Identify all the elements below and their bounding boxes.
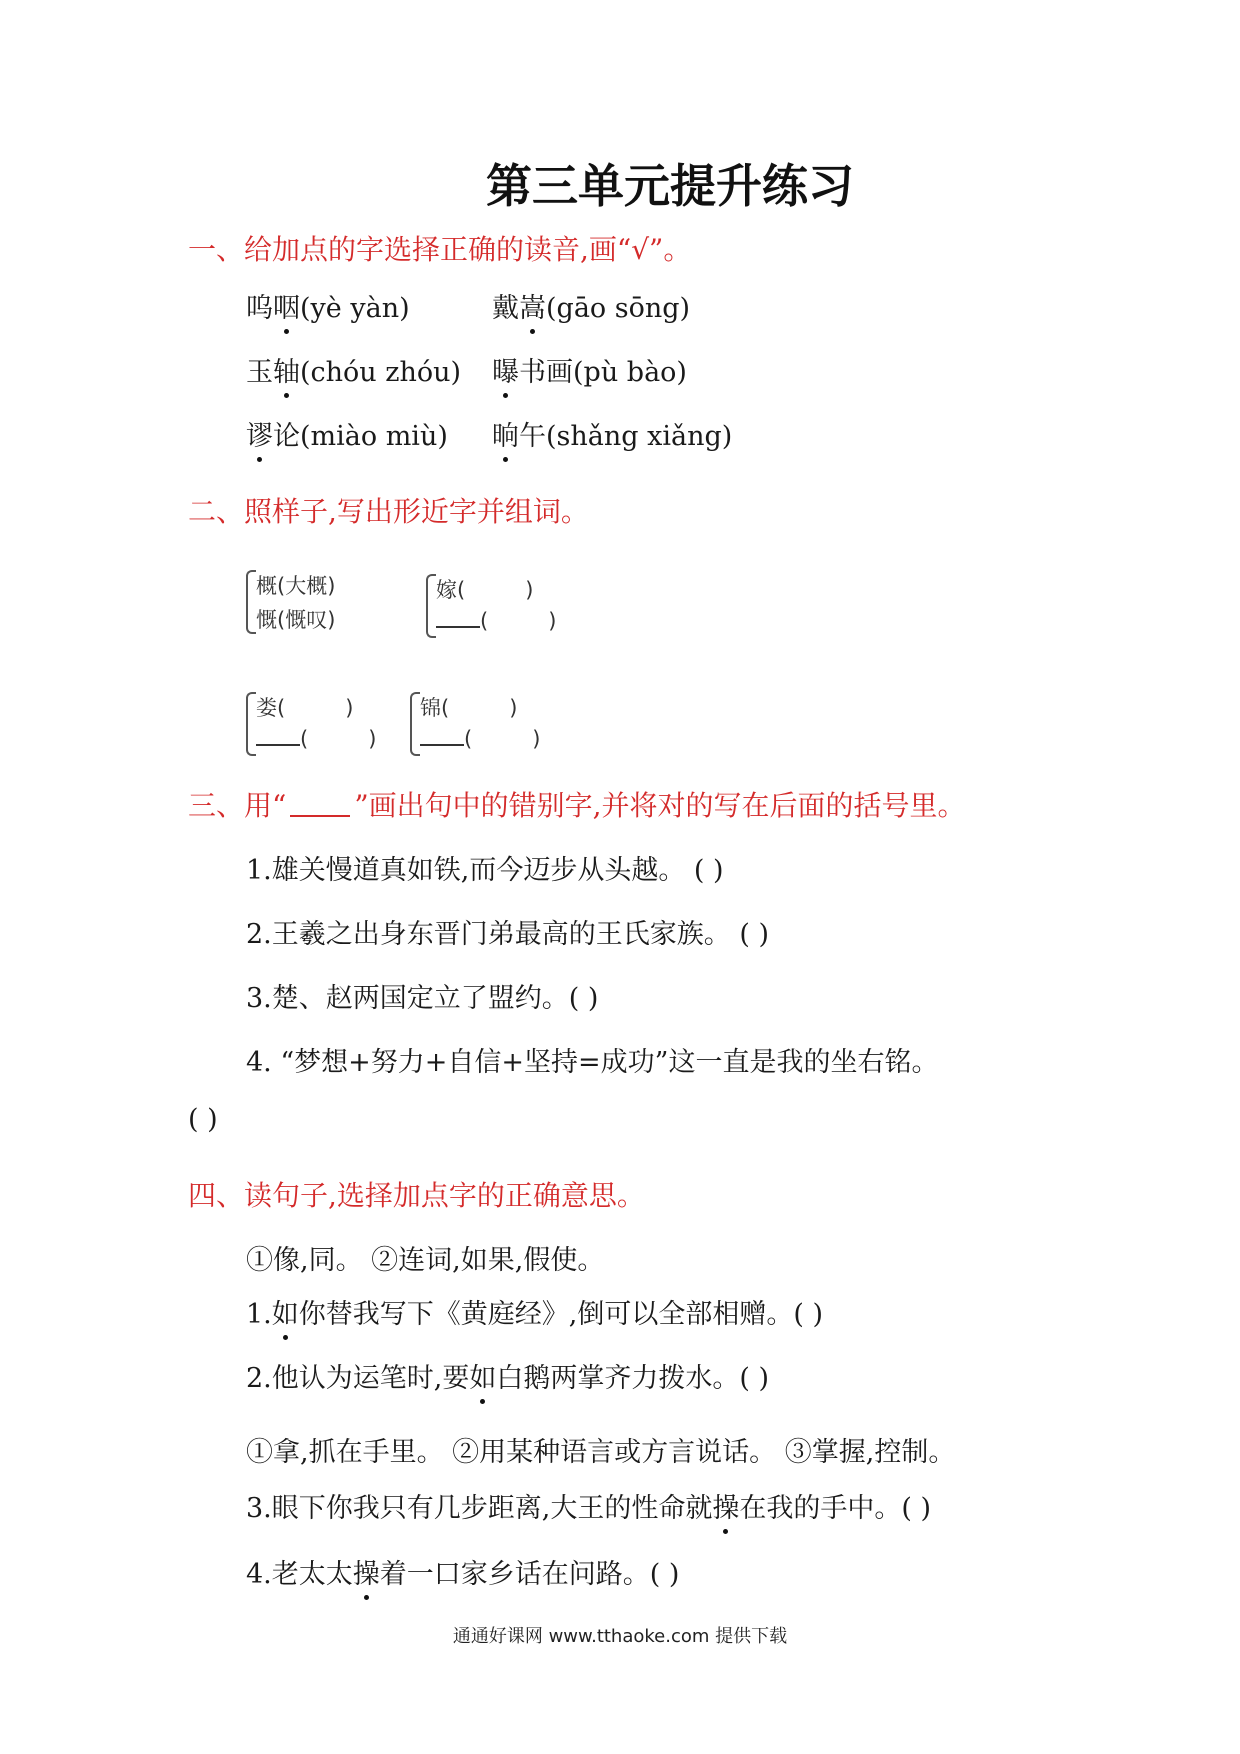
footer-source: 通通好课网 www.tthaoke.com 提供下载 [452, 1626, 788, 1647]
brace-icon [246, 570, 256, 634]
char-group-2: 嫁( ) ( ) [426, 572, 606, 642]
section1-heading: 一、给加点的字选择正确的读音,画“√”。 [188, 233, 692, 266]
char-group-4: 锦( ) ( ) [410, 690, 570, 760]
meaning-question-1: 1.如你替我写下《黄庭经》,倒可以全部相赠。( ) [246, 1292, 823, 1331]
section2-heading: 二、照样子,写出形近字并组词。 [188, 495, 589, 528]
pinyin-item-6: 晌午(shǎng xiǎng) [492, 414, 732, 453]
brace-icon [426, 574, 436, 638]
pinyin-item-3: 玉轴(chóu zhóu) [246, 350, 461, 389]
answer-blank[interactable] [420, 726, 464, 746]
char-group-example: 概(大概) 慨(慨叹) [246, 568, 446, 638]
pinyin-item-1: 呜咽(yè yàn) [246, 286, 410, 325]
meanings-cao: ①拿,抓在手里。 ②用某种语言或方言说话。 ③掌握,控制。 [246, 1437, 956, 1468]
meaning-question-2: 2.他认为运笔时,要如白鹅两掌齐力拨水。( ) [246, 1356, 769, 1395]
underline-sample [290, 815, 350, 817]
brace-icon [410, 692, 420, 756]
meanings-ru: ①像,同。 ②连词,如果,假使。 [246, 1245, 605, 1276]
char-group-3: 娄( ) ( ) [246, 690, 406, 760]
pinyin-item-4: 曝书画(pù bào) [492, 350, 687, 389]
page-title: 第三单元提升练习 [486, 159, 854, 213]
typo-sentence-1: 1.雄关慢道真如铁,而今迈步从头越。 ( ) [246, 855, 724, 886]
answer-blank[interactable] [436, 608, 480, 628]
meaning-question-4: 4.老太太操着一口家乡话在问路。( ) [246, 1552, 679, 1591]
typo-sentence-4-answer: ( ) [188, 1104, 218, 1135]
brace-icon [246, 692, 256, 756]
typo-sentence-4: 4. “梦想+努力+自信+坚持=成功”这一直是我的坐右铭。 [246, 1047, 939, 1078]
pinyin-item-5: 谬论(miào miù) [246, 414, 448, 453]
meaning-question-3: 3.眼下你我只有几步距离,大王的性命就操在我的手中。( ) [246, 1486, 931, 1525]
pinyin-item-2: 戴嵩(gāo sōng) [492, 286, 690, 325]
answer-blank[interactable] [256, 726, 300, 746]
typo-sentence-3: 3.楚、赵两国定立了盟约。( ) [246, 983, 599, 1014]
section3-heading: 三、用“ ”画出句中的错别字,并将对的写在后面的括号里。 [188, 789, 966, 822]
typo-sentence-2: 2.王羲之出身东晋门弟最高的王氏家族。 ( ) [246, 919, 769, 950]
section4-heading: 四、读句子,选择加点字的正确意思。 [188, 1179, 645, 1212]
